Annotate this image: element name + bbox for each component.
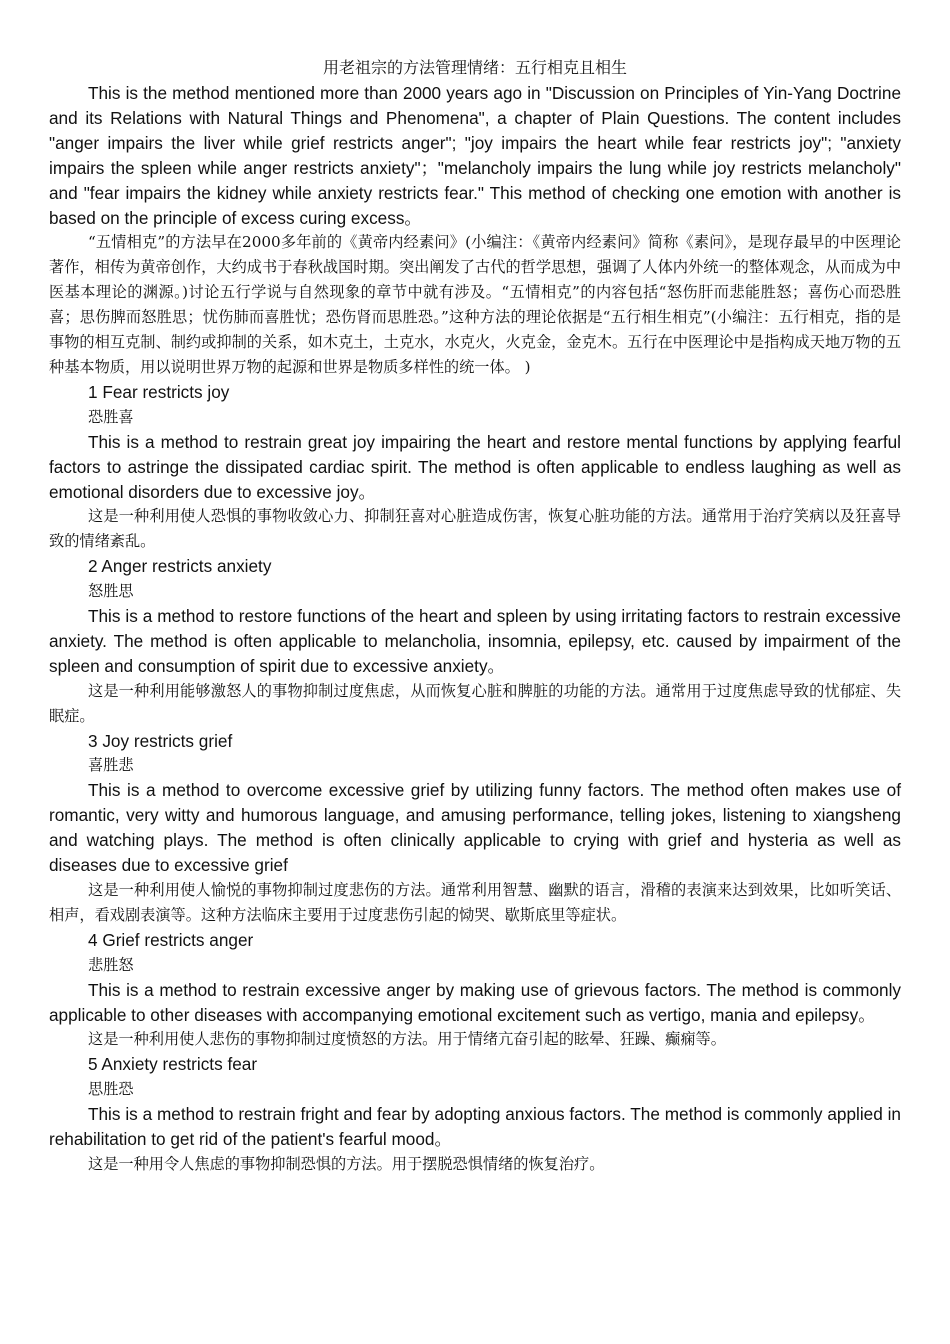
section-1-body-en: This is a method to restrain great joy impairing the heart and restore mental functions by applying fearful factors to astringe the dissipated cardiac spirit. The method is often applicable to endless laughing as well as emotional disorders due to excessive joy。 (49, 431, 901, 502)
section-3-body-zh: 这是一种利用使人愉悦的事物抑制过度悲伤的方法。通常利用智慧、幽默的语言，滑稽的表演来达到效果，比如听笑话、相声，看戏剧表演等。这种方法临床主要用于过度悲伤引起的恸哭、歇斯底里等症状。 (49, 881, 901, 924)
section-1-body-zh: 这是一种利用使人恐惧的事物收敛心力、抑制狂喜对心脏造成伤害，恢复心脏功能的方法。通常用于治疗笑病以及狂喜导致的情绪紊乱。 (49, 507, 901, 551)
section-2-body-en: This is a method to restore functions of the heart and spleen by using irritating factors to restrain excessive anxiety. The method is often applicable to melancholia, insomnia, epilepsy, etc. caused by impairment of the spleen and consumption of spirit due to excessive anxiety。 (49, 606, 901, 676)
section-4-heading: 4 Grief restricts anger (88, 929, 254, 950)
section-5-heading: 5 Anxiety restricts fear (88, 1054, 258, 1075)
section-2-heading: 2 Anger restricts anxiety (88, 556, 272, 577)
section-5-body-en: This is a method to restrain fright and fear by adopting anxious factors. The method is commonly applied in rehabilitation to get rid of the patient's fearful mood。 (49, 1104, 901, 1150)
intro-paragraph-en: This is the method mentioned more than 2000 years ago in "Discussion on Principles of Yin-Yang Doctrine and its Relations with Natural Things and Phenomena", a chapter of Plain Questions. The content includes "anger impairs the liver while grief restricts anger"; "joy impairs the heart while fear restricts joy"; "anxiety impairs the spleen while anger restricts anxiety"；"melancholy impairs the lung while joy restricts melancholy" and "fear impairs the kidney while anxiety restricts fear." This method of checking one emotion with another is based on the principle of excess curing excess。 (49, 83, 901, 228)
intro-paragraph-zh: “五情相克”的方法早在2000多年前的《黄帝内经素问》(小编注：《黄帝内经素问》简称《素问》，是现存最早的中医理论著作，相传为黄帝创作，大约成书于春秋战国时期。突出阐发了古代的哲学思想，强调了人体内外统一的整体观念，从而成为中医基本理论的渊源。)讨论五行学说与自然现象的章节中就有涉及。“五情相克”的内容包括“怒伤肝而悲能胜怒；喜伤心而恐胜喜；思伤脾而怒胜思；忧伤肺而喜胜忧；恐伤肾而思胜恐。”这种方法的理论依据是“五行相生相克”(小编注：五行相克，指的是事物的相互克制、制约或抑制的关系，如木克土，土克水，水克火，火克金，金克木。五行在中医理论中是指构成天地万物的五种基本物质，用以说明世界万物的起源和世界是物质多样性的统一体。 ) (49, 233, 901, 376)
section-5-heading-zh: 思胜恐 (88, 1080, 134, 1099)
section-4-body-en: This is a method to restrain excessive anger by making use of grievous factors. The method is commonly applicable to other diseases with accompanying emotional excitement such as vertigo, mania and epilepsy。 (49, 979, 901, 1025)
section-3-body-en: This is a method to overcome excessive grief by utilizing funny factors. The method often makes use of romantic, very witty and humorous language, and amusing performance, telling jokes, listening to xiangsheng and watching plays. The method is often clinically applicable to crying with grief and hysteria as well as diseases due to excessive grief (49, 780, 901, 876)
page-title: 用老祖宗的方法管理情绪：五行相克且相生 (322, 58, 627, 77)
section-2-heading-zh: 怒胜思 (88, 582, 134, 601)
section-1-heading-zh: 恐胜喜 (88, 407, 134, 426)
section-4-body-zh: 这是一种利用使人悲伤的事物抑制过度愤怒的方法。用于情绪亢奋引起的眩晕、狂躁、癫痫等。 (88, 1030, 726, 1049)
section-1-heading: 1 Fear restricts joy (88, 381, 230, 402)
document-content (49, 56, 901, 1177)
section-4-heading-zh: 悲胜怒 (88, 955, 134, 974)
section-5-body-zh: 这是一种用令人焦虑的事物抑制恐惧的方法。用于摆脱恐惧情绪的恢复治疗。 (88, 1154, 605, 1173)
section-2-body-zh: 这是一种利用能够激怒人的事物抑制过度焦虑，从而恢复心脏和脾脏的功能的方法。通常用于过度焦虑导致的忧郁症、失眠症。 (49, 681, 901, 725)
section-3-heading: 3 Joy restricts grief (88, 730, 233, 751)
section-3-heading-zh: 喜胜悲 (88, 756, 134, 775)
